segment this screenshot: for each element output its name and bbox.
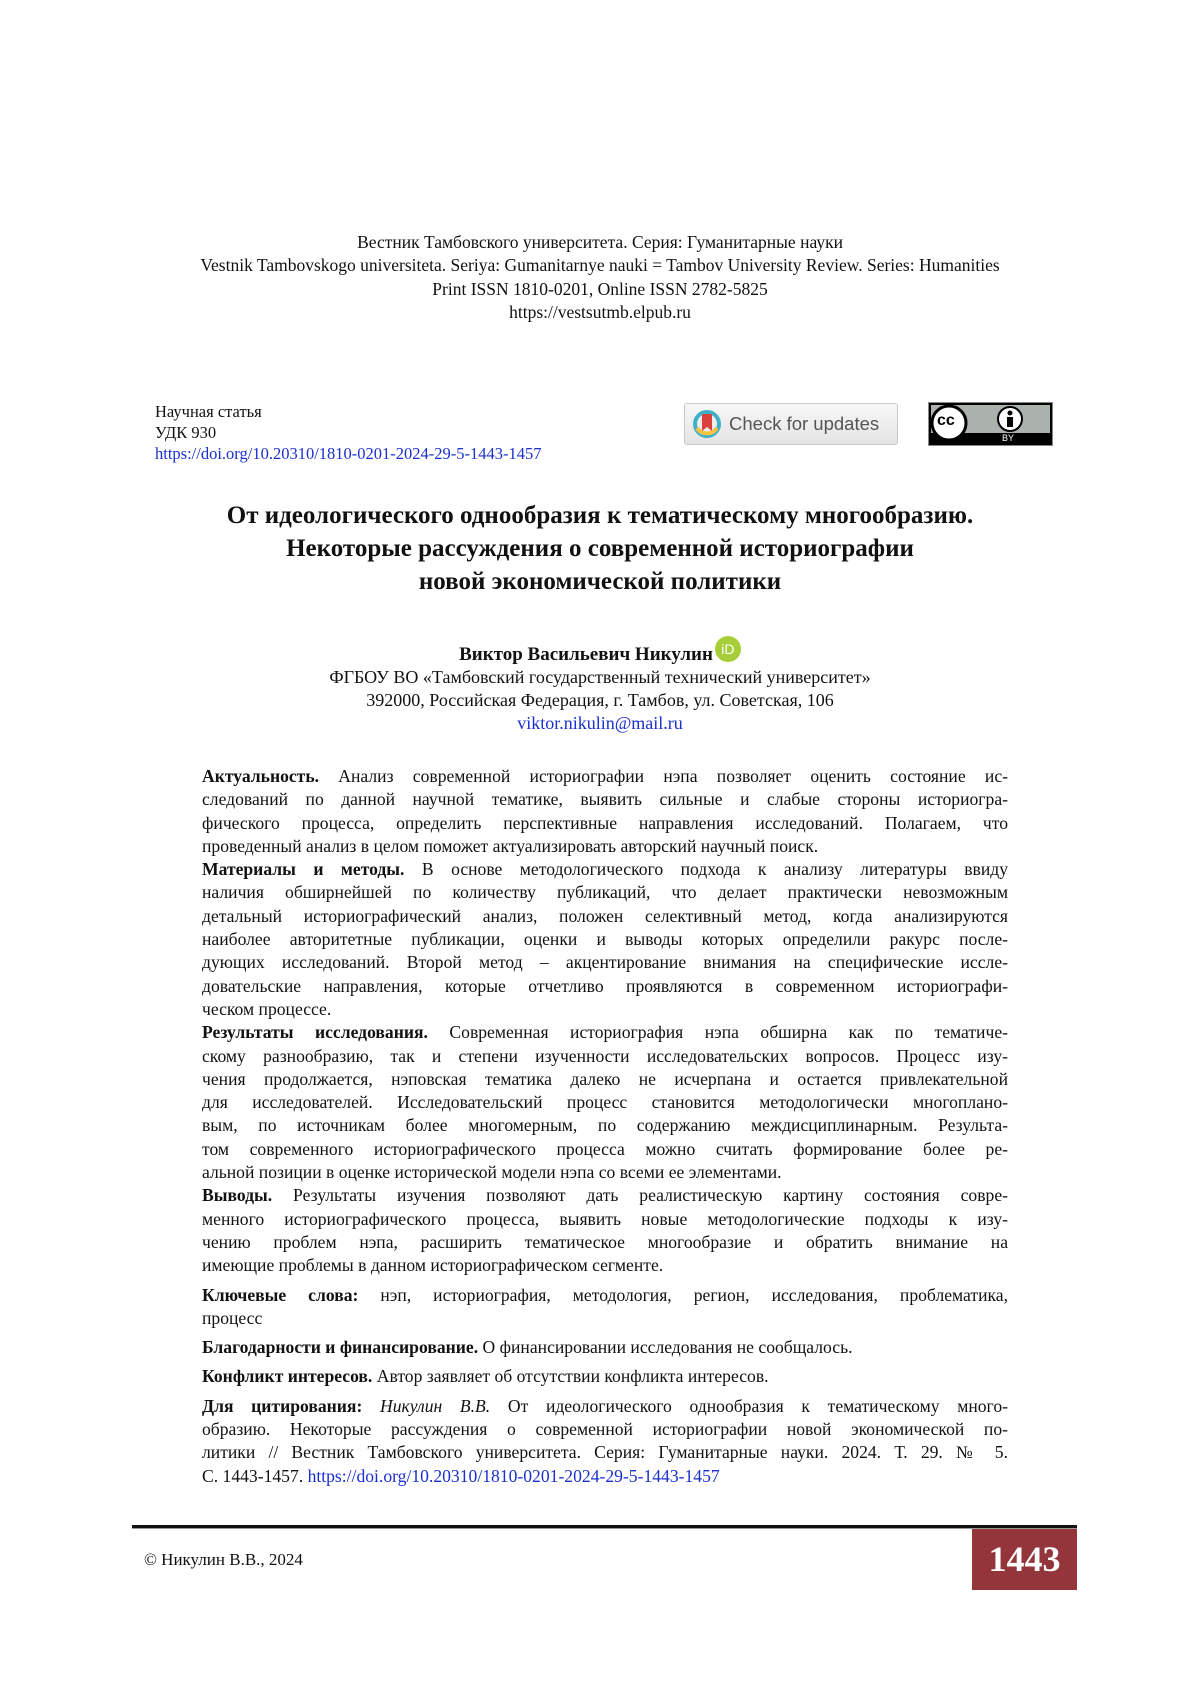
section-label: Выводы. bbox=[202, 1185, 272, 1205]
section-text: проведенный анализ в целом поможет актуализировать авторский научный поиск. bbox=[202, 836, 818, 856]
text-line bbox=[202, 1091, 1008, 1114]
text-line bbox=[202, 1365, 1008, 1388]
text-line bbox=[202, 928, 1008, 951]
citation-text: От идеологического однообразия к тематическому много- bbox=[490, 1396, 1008, 1416]
citation-label: Для цитирования: bbox=[202, 1396, 362, 1416]
journal-name-en: Vestnik Tambovskogo universiteta. Seriya: Gumanitarnye nauki = Tambov University Review. Series: Humanities bbox=[0, 254, 1200, 277]
text-line bbox=[202, 1045, 1008, 1068]
section-text: Современная историография нэпа обширна как по тематиче- bbox=[428, 1022, 1008, 1042]
section-text: вым, по источникам более многомерным, по содержанию междисциплинарным. Результа- bbox=[202, 1115, 1008, 1135]
section-text: ческом процессе. bbox=[202, 999, 331, 1019]
abstract bbox=[202, 765, 1008, 1488]
title-line: Некоторые рассуждения о современной историографии bbox=[0, 532, 1200, 565]
journal-header bbox=[0, 231, 1200, 324]
section-text: процесс bbox=[202, 1308, 262, 1328]
author-address: 392000, Российская Федерация, г. Тамбов, ул. Советская, 106 bbox=[0, 689, 1200, 712]
text-line bbox=[202, 1254, 1008, 1277]
cc-label: cc bbox=[937, 412, 955, 430]
section-text: Результаты изучения позволяют дать реалистическую картину состояния совре- bbox=[272, 1185, 1008, 1205]
section-text: довательские направления, которые отчетливо проявляются в современном историографи- bbox=[202, 976, 1008, 996]
text-line bbox=[202, 881, 1008, 904]
section-text: чению проблем нэпа, расширить тематическое многообразие и обратить внимание на bbox=[202, 1232, 1008, 1252]
abstract-section bbox=[202, 1336, 1008, 1359]
section-text: фического процесса, определить перспективные направления исследований. Полагаем, что bbox=[202, 813, 1008, 833]
section-text: детальный историографический анализ, положен селективный метод, когда анализируются bbox=[202, 906, 1008, 926]
text-line bbox=[202, 1021, 1008, 1044]
section-label: Материалы и методы. bbox=[202, 859, 404, 879]
section-text: имеющие проблемы в данном историографическом сегменте. bbox=[202, 1255, 663, 1275]
title-line: новой экономической политики bbox=[0, 565, 1200, 598]
page-number: 1443 bbox=[972, 1529, 1077, 1590]
text-line bbox=[202, 975, 1008, 998]
journal-issn: Print ISSN 1810-0201, Online ISSN 2782-5825 bbox=[0, 278, 1200, 301]
text-line bbox=[202, 1184, 1008, 1207]
text-line bbox=[202, 951, 1008, 974]
text-line bbox=[202, 1395, 1008, 1418]
doi-link[interactable]: https://doi.org/10.20310/1810-0201-2024-29-5-1443-1457 bbox=[155, 444, 542, 463]
section-label: Благодарности и финансирование. bbox=[202, 1337, 478, 1357]
section-text: следований по данной научной тематике, выявить сильные и слабые стороны историогра- bbox=[202, 789, 1008, 809]
text-line bbox=[202, 1284, 1008, 1307]
text-line bbox=[202, 1138, 1008, 1161]
citation-text: С. 1443-1457. bbox=[202, 1466, 308, 1486]
check-for-updates-button[interactable] bbox=[684, 403, 898, 445]
section-text: О финансировании исследования не сообщалось. bbox=[478, 1337, 852, 1357]
section-text: наличия обширнейшей по количеству публикаций, что делает практически невозможным bbox=[202, 882, 1008, 902]
by-label: BY bbox=[1002, 433, 1014, 443]
text-line bbox=[202, 1114, 1008, 1137]
section-text: том современного историографического процесса можно считать формирование более ре- bbox=[202, 1139, 1008, 1159]
author-email-link[interactable]: viktor.nikulin@mail.ru bbox=[517, 713, 683, 733]
section-label: Конфликт интересов. bbox=[202, 1366, 372, 1386]
footer-divider bbox=[132, 1525, 1077, 1529]
section-text: Автор заявляет об отсутствии конфликта интересов. bbox=[372, 1366, 768, 1386]
orcid-icon[interactable]: iD bbox=[715, 636, 741, 662]
text-line bbox=[202, 1161, 1008, 1184]
text-line bbox=[202, 835, 1008, 858]
abstract-section bbox=[202, 858, 1008, 1021]
author-block bbox=[0, 636, 1200, 735]
copyright: © Никулин В.В., 2024 bbox=[144, 1550, 303, 1570]
journal-name-ru: Вестник Тамбовского университета. Серия: Гуманитарные науки bbox=[0, 231, 1200, 254]
section-text: менного историографического процесса, выявить новые методологические подходы к изу- bbox=[202, 1209, 1008, 1229]
abstract-section bbox=[202, 1284, 1008, 1331]
abstract-section bbox=[202, 1021, 1008, 1184]
section-text: скому разнообразию, так и степени изученности исследовательских вопросов. Процесс изу- bbox=[202, 1046, 1008, 1066]
section-text: дующих исследований. Второй метод – акцентирование внимания на специфические иссле- bbox=[202, 952, 1008, 972]
article-meta bbox=[155, 401, 542, 464]
check-for-updates-label: Check for updates bbox=[729, 413, 879, 435]
journal-url: https://vestsutmb.elpub.ru bbox=[0, 301, 1200, 324]
title-line: От идеологического однообразия к тематическому многообразию. bbox=[0, 499, 1200, 532]
citation-text: образию. Некоторые рассуждения о современной историографии новой экономической по- bbox=[202, 1419, 1008, 1439]
text-line bbox=[202, 1231, 1008, 1254]
text-line bbox=[202, 858, 1008, 881]
abstract-section bbox=[202, 1184, 1008, 1277]
citation-doi-link[interactable]: https://doi.org/10.20310/1810-0201-2024-29-5-1443-1457 bbox=[308, 1466, 720, 1486]
section-label: Результаты исследования. bbox=[202, 1022, 428, 1042]
citation-author: Никулин В.В. bbox=[380, 1396, 490, 1416]
abstract-section bbox=[202, 765, 1008, 858]
text-line bbox=[202, 998, 1008, 1021]
text-line bbox=[202, 1208, 1008, 1231]
cc-by-license-badge[interactable] bbox=[928, 402, 1053, 446]
text-line bbox=[202, 788, 1008, 811]
citation bbox=[202, 1395, 1008, 1488]
article-title bbox=[0, 499, 1200, 598]
section-label: Ключевые слова: bbox=[202, 1285, 358, 1305]
text-line bbox=[202, 1336, 1008, 1359]
article-type: Научная статья bbox=[155, 401, 542, 422]
text-line bbox=[202, 1068, 1008, 1091]
section-label: Актуальность. bbox=[202, 766, 319, 786]
crossmark-icon bbox=[693, 409, 721, 439]
author-name: Виктор Васильевич Никулин bbox=[459, 644, 713, 665]
section-text: нэп, историография, методология, регион, исследования, проблематика, bbox=[358, 1285, 1008, 1305]
section-text: для исследователей. Исследовательский процесс становится методологически многоплано- bbox=[202, 1092, 1008, 1112]
citation-text: литики // Вестник Тамбовского университета. Серия: Гуманитарные науки. 2024. Т. 29. № 5. bbox=[202, 1442, 1008, 1462]
text-line bbox=[202, 1418, 1008, 1441]
text-line bbox=[202, 812, 1008, 835]
text-line bbox=[202, 765, 1008, 788]
section-text: Анализ современной историографии нэпа позволяет оценить состояние ис- bbox=[319, 766, 1008, 786]
section-text: наиболее авторитетные публикации, оценки и выводы которых определили ракурс после- bbox=[202, 929, 1008, 949]
section-text: В основе методологического подхода к анализу литературы ввиду bbox=[404, 859, 1008, 879]
text-line bbox=[202, 1307, 1008, 1330]
text-line bbox=[202, 905, 1008, 928]
section-text: альной позиции в оценке исторической модели нэпа со всеми ее элементами. bbox=[202, 1162, 782, 1182]
text-line bbox=[202, 1441, 1008, 1464]
author-affiliation: ФГБОУ ВО «Тамбовский государственный технический университет» bbox=[0, 666, 1200, 689]
section-text: чения продолжается, нэповская тематика далеко не исчерпана и остается привлекательной bbox=[202, 1069, 1008, 1089]
abstract-section bbox=[202, 1365, 1008, 1388]
text-line bbox=[202, 1465, 1008, 1488]
udc-code: УДК 930 bbox=[155, 422, 542, 443]
